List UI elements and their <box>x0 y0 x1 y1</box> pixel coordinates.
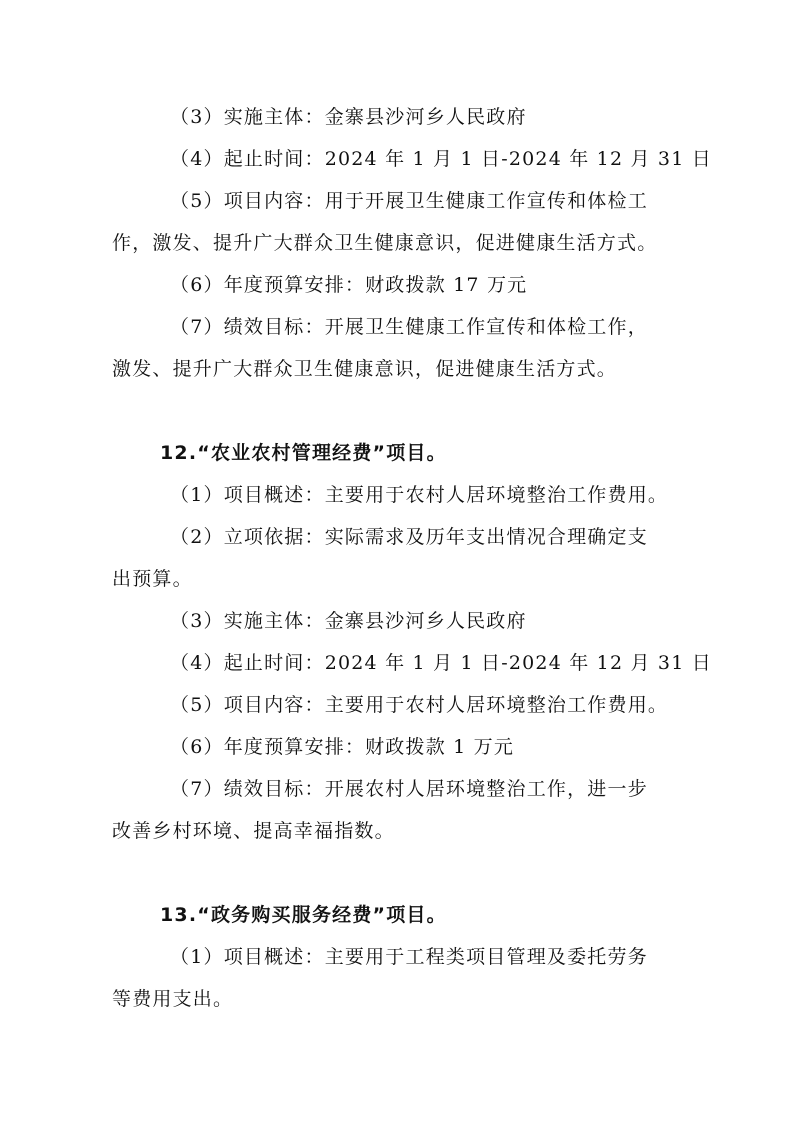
s12-goal-line1: （7）绩效目标：开展农村人居环境整治工作，进一步 <box>170 778 648 800</box>
s12-basis-line2: 出预算。 <box>112 568 193 590</box>
s12-implementer: （3）实施主体：金寨县沙河乡人民政府 <box>170 610 527 632</box>
paragraph-content-line1: （5）项目内容：用于开展卫生健康工作宣传和体检工 <box>170 190 648 212</box>
s12-overview: （1）项目概述：主要用于农村人居环境整治工作费用。 <box>170 484 669 506</box>
s13-overview-line2: 等费用支出。 <box>112 988 234 1010</box>
section-13-title: 13.“政务购买服务经费”项目。 <box>160 904 447 926</box>
paragraph-goal-line1: （7）绩效目标：开展卫生健康工作宣传和体检工作， <box>170 316 648 338</box>
s12-period: （4）起止时间：2024 年 1 月 1 日-2024 年 12 月 31 日 <box>170 652 712 674</box>
s12-basis-line1: （2）立项依据：实际需求及历年支出情况合理确定支 <box>170 526 648 548</box>
paragraph-goal-line2: 激发、提升广大群众卫生健康意识，促进健康生活方式。 <box>112 358 618 380</box>
s12-goal-line2: 改善乡村环境、提高幸福指数。 <box>112 820 395 842</box>
paragraph-implementer: （3）实施主体：金寨县沙河乡人民政府 <box>170 106 527 128</box>
paragraph-period: （4）起止时间：2024 年 1 月 1 日-2024 年 12 月 31 日 <box>170 148 712 170</box>
s12-budget: （6）年度预算安排：财政拨款 1 万元 <box>170 736 515 758</box>
paragraph-content-line2: 作，激发、提升广大群众卫生健康意识，促进健康生活方式。 <box>112 232 658 254</box>
section-12-title: 12.“农业农村管理经费”项目。 <box>160 442 447 464</box>
s13-overview-line1: （1）项目概述：主要用于工程类项目管理及委托劳务 <box>170 946 648 968</box>
s12-content: （5）项目内容：主要用于农村人居环境整治工作费用。 <box>170 694 669 716</box>
paragraph-budget: （6）年度预算安排：财政拨款 17 万元 <box>170 274 528 296</box>
